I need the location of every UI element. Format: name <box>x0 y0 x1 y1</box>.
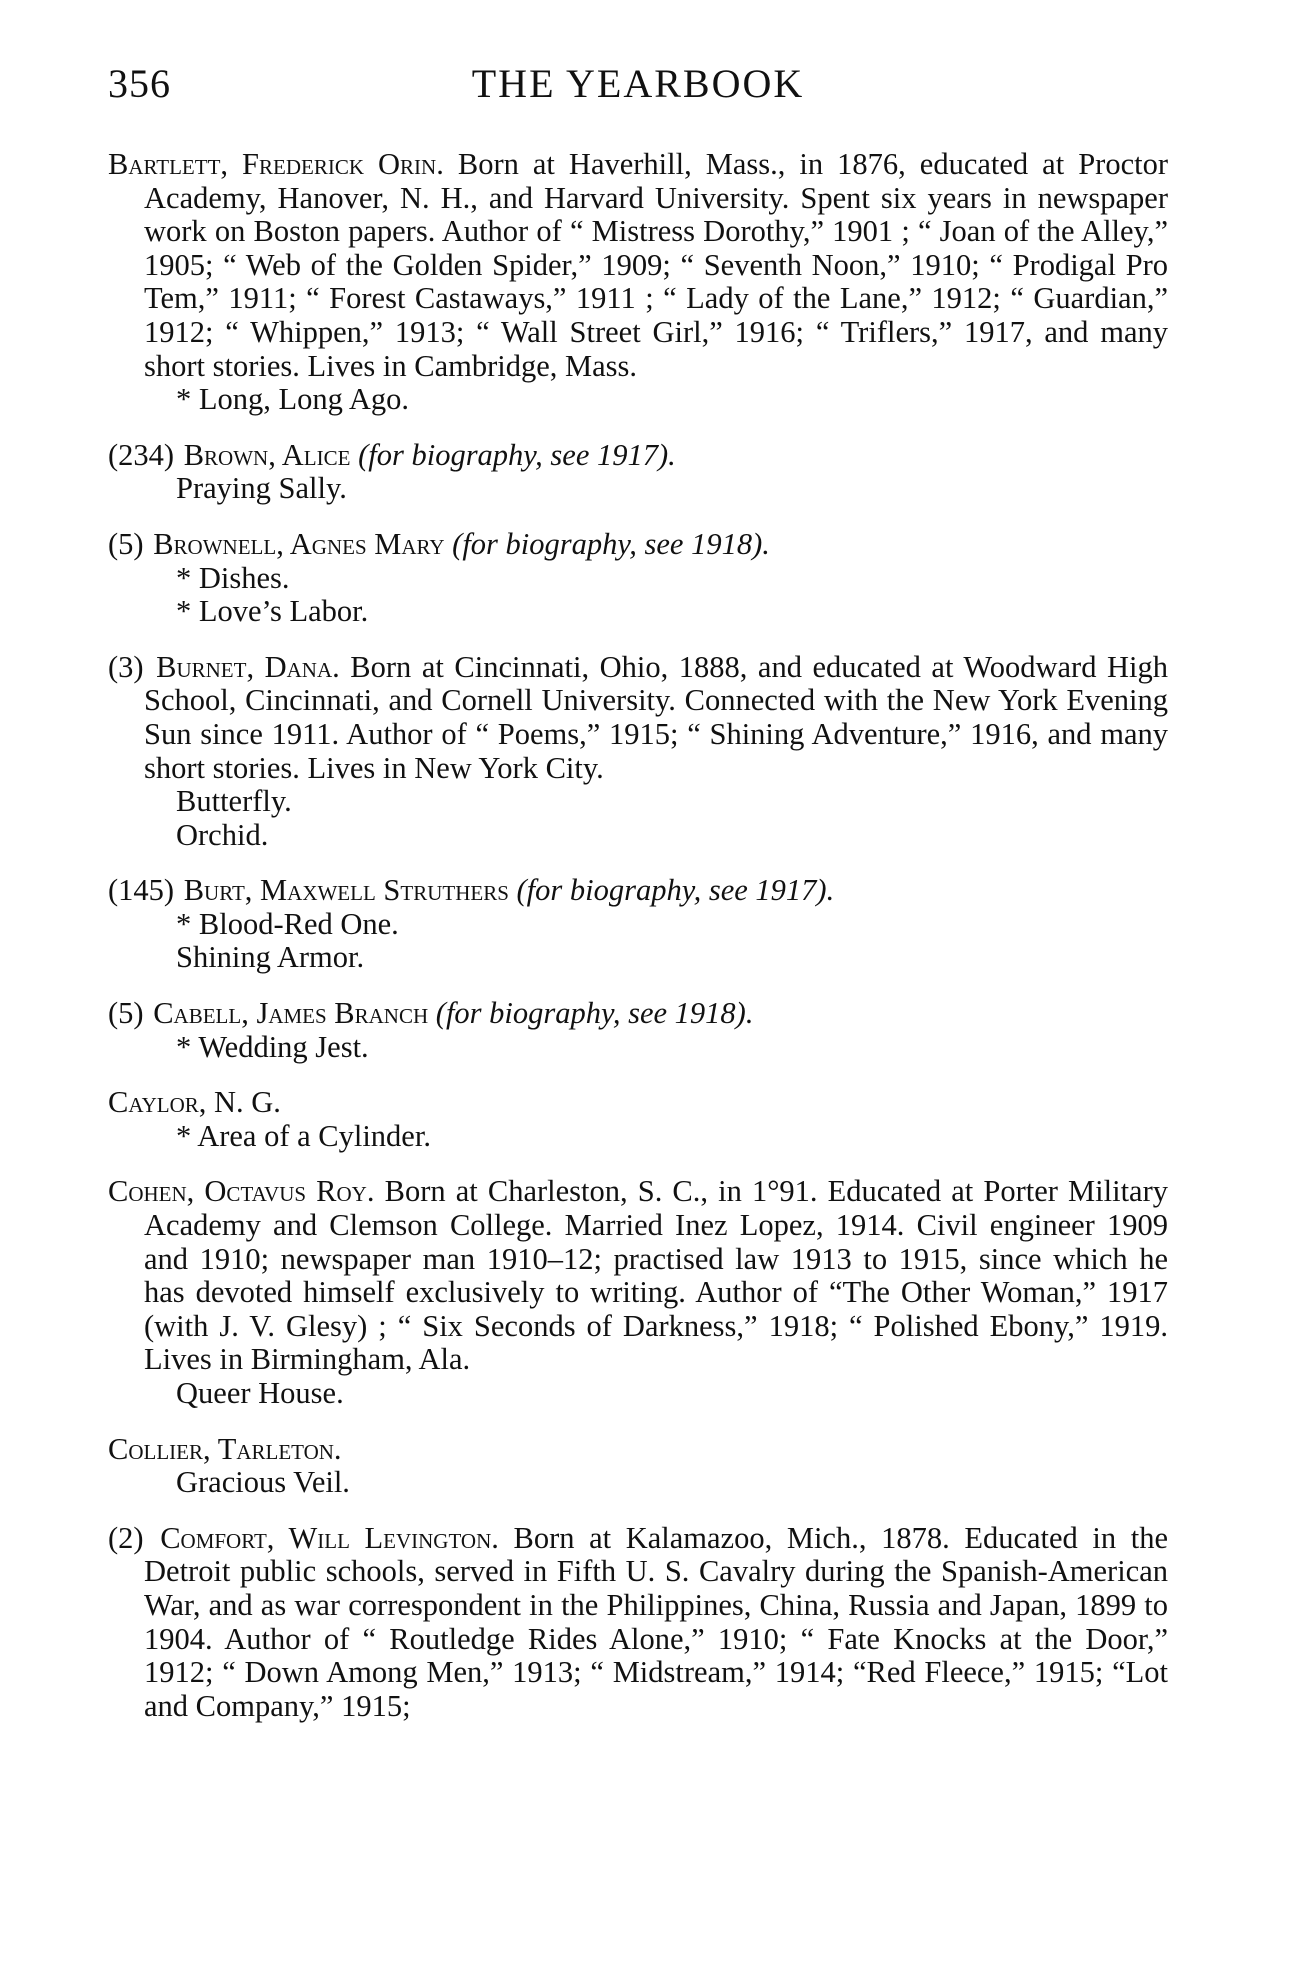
entry <box>108 439 1168 506</box>
story-title: * Wedding Jest. <box>176 1029 369 1064</box>
author-name: Collier, Tarleton. <box>108 1431 342 1466</box>
entry <box>108 1433 1168 1500</box>
entry-heading <box>108 1433 1168 1467</box>
entry-heading <box>108 1522 1168 1724</box>
author-name: Burnet, Dana. <box>156 649 340 684</box>
entry-heading <box>108 651 1168 785</box>
entry <box>108 148 1168 417</box>
entry <box>108 874 1168 975</box>
story-title: Shining Armor. <box>176 940 365 975</box>
story-title: Gracious Veil. <box>176 1465 350 1500</box>
page-number: 356 <box>108 61 171 106</box>
story-title: * Love’s Labor. <box>176 594 369 629</box>
entry-heading <box>108 528 1168 562</box>
entry-number: (145) <box>108 873 182 908</box>
biography-text: Born at Charleston, S. C., in 1°91. Educated at Porter Military Academy and Clemson College. Married Inez Lopez, 1914. Civil engineer 1909 and 1910; newspaper man 1910–12; practised law 1913 to 1915, since which he has devoted himself exclusively to writing. Author of “The Other Woman,” 1917 (with J. V. Glesy) ; “ Six Seconds of Darkness,” 1918; “ Polished Ebony,” 1919. Lives in Birmingham, Ala. <box>144 1174 1168 1377</box>
entry-heading <box>108 874 1168 908</box>
story-title: Queer House. <box>176 1376 344 1410</box>
author-name: Cohen, Octavus Roy. <box>108 1174 375 1209</box>
author-name: Brownell, Agnes Mary <box>153 526 445 561</box>
biography-reference: (for biography, see 1918). <box>428 996 754 1031</box>
entry-heading <box>108 439 1168 473</box>
entry-heading <box>108 1175 1168 1377</box>
entry-heading <box>108 997 1168 1031</box>
entry-heading <box>108 1086 1168 1120</box>
entry <box>108 1175 1168 1410</box>
biography-text: Born at Haverhill, Mass., in 1876, educated at Proctor Academy, Hanover, N. H., and Harvard University. Spent six years in newspaper work on Boston papers. Author of “ Mistress Dorothy,” 1901 ; “ Joan of the Alley,” 1905; “ Web of the Golden Spider,” 1909; “ Seventh Noon,” 1910; “ Prodigal Pro Tem,” 1911; “ Forest Castaways,” 1911 ; “ Lady of the Lane,” 1912; “ Guardian,” 1912; “ Whippen,” 1913; “ Wall Street Girl,” 1916; “ Triflers,” 1917, and many short stories. Lives in Cambridge, Mass. <box>144 147 1169 383</box>
story-title: Orchid. <box>176 817 269 852</box>
biography-reference: (for biography, see 1918). <box>444 526 770 561</box>
author-name: Comfort, Will Levington. <box>160 1520 499 1555</box>
entry <box>108 651 1168 853</box>
entry-heading <box>108 148 1168 383</box>
story-title: * Long, Long Ago. <box>176 382 409 417</box>
entry-list <box>108 148 1168 1723</box>
author-name: Cabell, James Branch <box>153 996 429 1031</box>
running-head <box>108 60 1168 114</box>
biography-reference: (for biography, see 1917). <box>508 873 835 908</box>
entry-number: (5) <box>108 526 152 561</box>
running-title: THE YEARBOOK <box>471 61 805 106</box>
entry <box>108 1522 1168 1724</box>
story-title: Praying Sally. <box>176 471 347 506</box>
biography-reference: (for biography, see 1917). <box>350 437 676 472</box>
biography-text: Born at Kalamazoo, Mich., 1878. Educated in the Detroit public schools, served in Fifth U. S. Cavalry during the Spanish-American War, and as war correspondent in the Philippines, China, Russia and Japan, 1899 to 1904. Author of “ Routledge Rides Alone,” 1910; “ Fate Knocks at the Door,” 1912; “ Down Among Men,” 1913; “ Midstream,” 1914; “Red Fleece,” 1915; “Lot and Company,” 1915; <box>144 1520 1168 1723</box>
author-name: Caylor, N. G. <box>108 1085 281 1120</box>
entry-number: (234) <box>108 437 182 472</box>
author-name: Burt, Maxwell Struthers <box>183 873 509 908</box>
page <box>108 60 1168 1745</box>
story-title: Butterfly. <box>176 784 292 819</box>
biography-text: Born at Cincinnati, Ohio, 1888, and educated at Woodward High School, Cincinnati, and Cornell University. Connected with the New York Evening Sun since 1911. Author of “ Poems,” 1915; “ Shining Adventure,” 1916, and many short stories. Lives in New York City. <box>144 649 1169 785</box>
entry <box>108 528 1168 629</box>
entry-number: (2) <box>108 1520 159 1555</box>
entry <box>108 1086 1168 1153</box>
entry <box>108 997 1168 1064</box>
entry-number: (5) <box>108 996 152 1031</box>
story-title: * Dishes. <box>176 560 290 595</box>
story-title: * Area of a Cylinder. <box>176 1118 431 1153</box>
entry-number: (3) <box>108 649 155 684</box>
author-name: Brown, Alice <box>183 437 351 472</box>
author-name: Bartlett, Frederick Orin. <box>108 147 444 181</box>
story-title: * Blood-Red One. <box>176 906 399 941</box>
